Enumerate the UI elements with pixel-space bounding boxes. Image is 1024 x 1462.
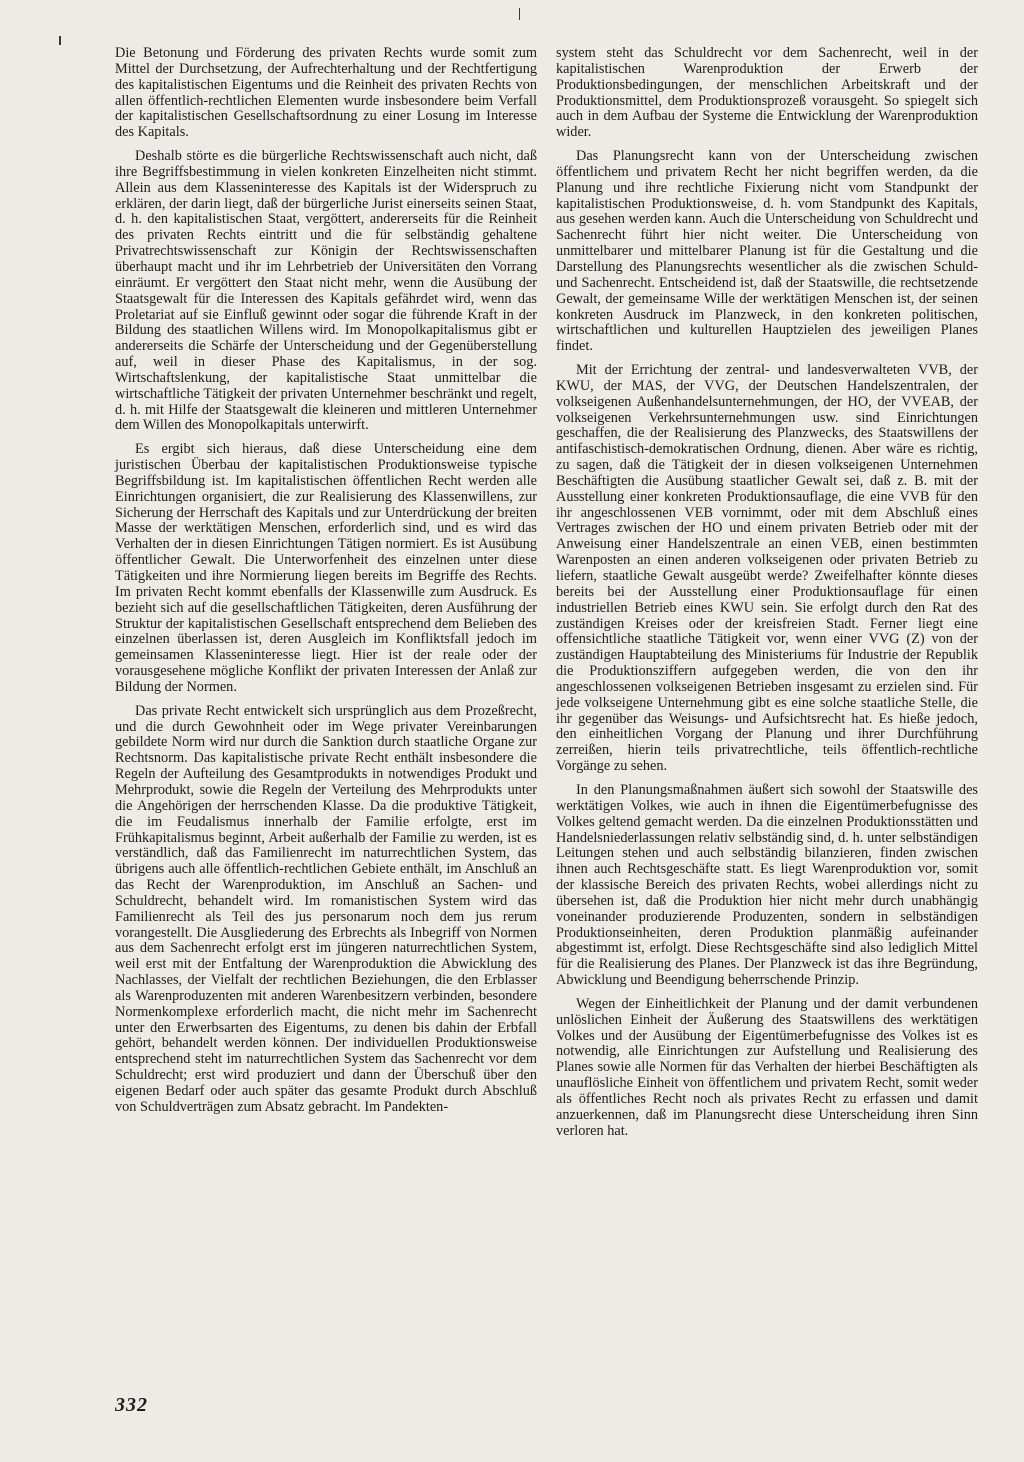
- paragraph: In den Planungsmaßnahmen äußert sich sowohl der Staatswille des werktätigen Volkes, wie auch in ihnen die Eigentümerbefugnisse des Volkes geltend gemacht werden. Da die einzelnen Produktionsstätten und Handelsniederlassungen relativ selbständig sind, d. h. unter selbständigen Leitungen stehen und auch selbständig bilanzieren, finden zwischen ihnen auch Rechtsgeschäfte statt. Es liegt Warenproduktion vor, somit der klassische Bereich des privaten Rechts, wobei allerdings nicht zu übersehen ist, daß die Produktion hier nicht mehr durch unabhängig voneinander produzierende Produzenten, sondern in selbständigen Produktionseinheiten, deren Produktion planmäßig aufeinander abgestimmt ist, erfolgt. Diese Rechtsgeschäfte sind also lediglich Mittel für die Realisierung des Planes. Der Planzweck ist das ihre Begründung, Abwicklung und Beendigung beherrschende Prinzip.: [556, 781, 978, 989]
- page-number: 332: [115, 1394, 148, 1416]
- scan-mark: [59, 36, 61, 45]
- paragraph: Es ergibt sich hieraus, daß diese Unterscheidung eine dem juristischen Überbau der kapitalistischen Produktionsweise typische Begriffsbildung ist. Im kapitalistischen öffentlichen Recht werden alle Einrichtungen organisiert, die zur Realisierung des Klassenwillens, zur Sicherung der Herrschaft des Kapitals und zur Unterdrückung der breiten Masse der werktätigen Menschen, erforderlich sind, und es wird das Verhalten der in diesen Einrichtungen Tätigen normiert. Es ist Ausübung öffentlicher Gewalt. Die Unterworfenheit des einzelnen unter diese Tätigkeiten und ihre Normierung liegen bereits im Begriffe des Rechts. Im privaten Recht kommt ebenfalls der Klassenwille zum Ausdruck. Es bezieht sich auf die gesellschaftlichen Tätigkeiten, deren Ausführung der Struktur der kapitalistischen Gesellschaft entsprechend dem Belieben des einzelnen überlassen ist, deren Ausgleich im Konfliktsfall jedoch im gemeinsamen Klasseninteresse liegt. Hier ist der reale oder der vorausgesehene mögliche Konflikt der privaten Interessen der Anlaß zur Bildung der Normen.: [115, 441, 537, 695]
- paragraph: Das Planungsrecht kann von der Unterscheidung zwischen öffentlichem und privatem Recht her nicht begriffen werden, da die Planung und ihre rechtliche Fixierung nicht vom Standpunkt der kapitalistischen Produktionsweise, d. h. vom Standpunkt des Kapitals, aus gesehen werden kann. Auch die Unterscheidung von Schuldrecht und Sachenrecht führt hier nicht weiter. Die Unterscheidung von unmittelbarer und mittelbarer Planung ist für die Gestaltung und die Darstellung des Planungsrechts wesentlicher als die zwischen Schuld- und Sachenrecht. Entscheidend ist, daß der Staatswille, die rechtsetzende Gewalt, der gemeinsame Wille der werktätigen Menschen ist, der seinen konkreten Ausdruck im Planzweck, in den konkreten politischen, wirtschaftlichen und kulturellen Hauptzielen des jeweiligen Planes findet.: [556, 148, 978, 355]
- paragraph: Die Betonung und Förderung des privaten Rechts wurde somit zum Mittel der Durchsetzung, der Aufrechterhaltung und der Rechtfertigung des kapitalistischen Eigentums und die Reinheit des privaten Rechts von allen öffentlich-rechtlichen Elementen wurde insbesondere beim Verfall der kapitalistischen Gesellschaftsordnung zu einer Losung im Interesse des Kapitals.: [115, 45, 537, 141]
- paragraph: Wegen der Einheitlichkeit der Planung und der damit verbundenen unlöslichen Einheit der Äußerung des Staatswillens des werktätigen Volkes und der Ausübung der Eigentümerbefugnisse des Volkes ist es notwendig, alle Einrichtungen zur Aufstellung und Realisierung des Planes sowie alle Normen für das Verhalten der hierbei Beschäftigten als unauflösliche Einheit von öffentlichem und privatem Recht, somit weder als öffentliches Recht noch als privates Recht zu erfassen und damit anzuerkennen, daß im Planungsrecht diese Unterscheidung ihren Sinn verloren hat.: [556, 995, 978, 1139]
- paragraph: Mit der Errichtung der zentral- und landesverwalteten VVB, der KWU, der MAS, der VVG, der Deutschen Handelszentralen, der volkseigenen Außenhandelsunternehmungen, der HO, der VVEAB, der volkseigenen Verkehrsunternehmungen usw. sind Einrichtungen geschaffen, die der Realisierung des Planzwecks, des Staatswillens der antifaschistisch-demokratischen Ordnung, dienen. Aber wäre es richtig, zu sagen, daß die Tätigkeit der in diesen volkseigenen Unternehmen Beschäftigten die Ausübung staatlicher Gewalt sei, daß z. B. mit der Ausstellung einer konkreten Produktionsauflage, die eine VVB für den ihr angeschlossenen VEB vornimmt, oder mit dem Abschluß eines Vertrages zwischen der HO und einem privaten Betrieb oder mit der Anweisung einer Handelszentrale an einen VEB, einen bestimmten Warenposten an einen anderen volkseigenen oder privaten Betrieb zu liefern, staatliche Gewalt ausgeübt werde? Zweifelhafter könnte dieses bereits bei der Ausstellung einer Produktionsauflage für einen industriellen Betrieb eines KWU sein. Sie erfolgt durch den Rat des zuständigen Kreises oder der kreisfreien Stadt. Ferner liegt eine offensichtliche staatliche Tätigkeit vor, wenn einer VVG (Z) von der zuständigen Hauptabteilung des Ministeriums für Industrie der Republik die Produktionsziffern aufgegeben werden, die von den ihr angeschlossenen volkseigenen Betrieben insgesamt zu erzielen sind. Für jede volkseigene Unternehmung gibt es eine solche staatliche Stelle, die ihr gegenüber das Weisungs- und Aufsichtsrecht hat. Es hieße jedoch, den einheitlichen Vorgang der Planung und ihrer Durchführung zerreißen, hierin teils privatrechtliche, teils öffentlich-rechtliche Vorgänge zu sehen.: [556, 362, 978, 775]
- paragraph: system steht das Schuldrecht vor dem Sachenrecht, weil in der kapitalistischen Warenproduktion der Erwerb der Produktionsbedingungen, der menschlichen Arbeitskraft und der Produktionsmittel, dem Produktionsprozeß vorausgeht. So spiegelt sich auch in dem Aufbau der Systeme die Entwicklung der Warenproduktion wider.: [556, 45, 978, 141]
- paragraph: Deshalb störte es die bürgerliche Rechtswissenschaft auch nicht, daß ihre Begriffsbestimmung in vielen konkreten Einzelheiten nicht stimmt. Allein aus dem Klasseninteresse des Kapitals ist der Widerspruch zu erklären, der darin liegt, daß der bürgerliche Jurist einerseits seinen Staat, d. h. den kapitalistischen Staat, vergöttert, andererseits für die Reinheit des privaten Rechts eintritt und die für selbständig gehaltene Privatrechtswissenschaft zur Königin der Rechtswissenschaften überhaupt macht und ihr im Lehrbetrieb der Universitäten den Vorrang einräumt. Er vergöttert den Staat nicht mehr, wenn die Ausübung der Staatsgewalt für die Interessen des Kapitals gefährdet wird, wenn das Proletariat auf sie Einfluß gewinnt oder sogar die führende Kraft in der Bildung des staatlichen Willens wird. Im Monopolkapitalismus gibt er andererseits die Schärfe der Unterscheidung und der Gegenüberstellung auf, weil in dieser Phase des Kapitalismus, in der sog. Wirtschaftslenkung, der kapitalistische Staat unmittelbar die wirtschaftliche Tätigkeit der privaten Unternehmer beschränkt und regelt, d. h. mit Hilfe der Staatsgewalt die kleineren und mittleren Unternehmer dem Willen des Monopolkapitals unterwirft.: [115, 148, 537, 434]
- paragraph: Das private Recht entwickelt sich ursprünglich aus dem Prozeßrecht, und die durch Gewohnheit oder im Wege privater Vereinbarungen gebildete Norm wird nur durch die Sanktion durch staatliche Organe zur Rechtsnorm. Das kapitalistische private Recht enthält insbesondere die Regeln der Aufteilung des Gesamtprodukts in notwendiges Produkt und Mehrprodukt, sowie die Regeln der Verteilung des Mehrprodukts unter die Angehörigen der herrschenden Klasse. Da die produktive Tätigkeit, die im Feudalismus innerhalb der Familie erfolgte, erst im Frühkapitalismus beginnt, Arbeit außerhalb der Familie zu werden, ist es verständlich, daß das Familienrecht im naturrechtlichen System, das übrigens auch alle öffentlich-rechtlichen Gebiete enthält, im Anschluß an das Recht der Warenproduktion, im Anschluß an Sachen- und Schuldrecht, behandelt wird. Im romanistischen System wird das Familienrecht als Teil des jus personarum noch dem jus rerum vorangestellt. Die Ausgliederung des Erbrechts als Inbegriff von Normen aus dem Sachenrecht erfolgt erst im jüngeren naturrechtlichen System, weil erst mit der Entfaltung der Warenproduktion die Abwicklung des Nachlasses, der Vielfalt der rechtlichen Beziehungen, die den Erblasser als Warenproduzenten mit anderen Warenbesitzern verbinden, besondere Normenkomplexe erforderlich macht, die nicht mehr im Sachenrecht unter den Erwerbsarten des Eigentums, zu denen bis dahin der Erbfall gehört, behandelt werden können. Der individuellen Produktionsweise entsprechend steht im naturrechtlichen System das Sachenrecht vor dem Schuldrecht; erst wird produziert und dann der Überschuß über den eigenen Bedarf oder auch später das gesamte Produkt durch Abschluß von Schuldverträgen zum Absatz gebracht. Im Pandekten-: [115, 702, 537, 1115]
- right-column: [556, 46, 978, 1148]
- scan-mark: [519, 8, 520, 20]
- left-column: [115, 46, 537, 1124]
